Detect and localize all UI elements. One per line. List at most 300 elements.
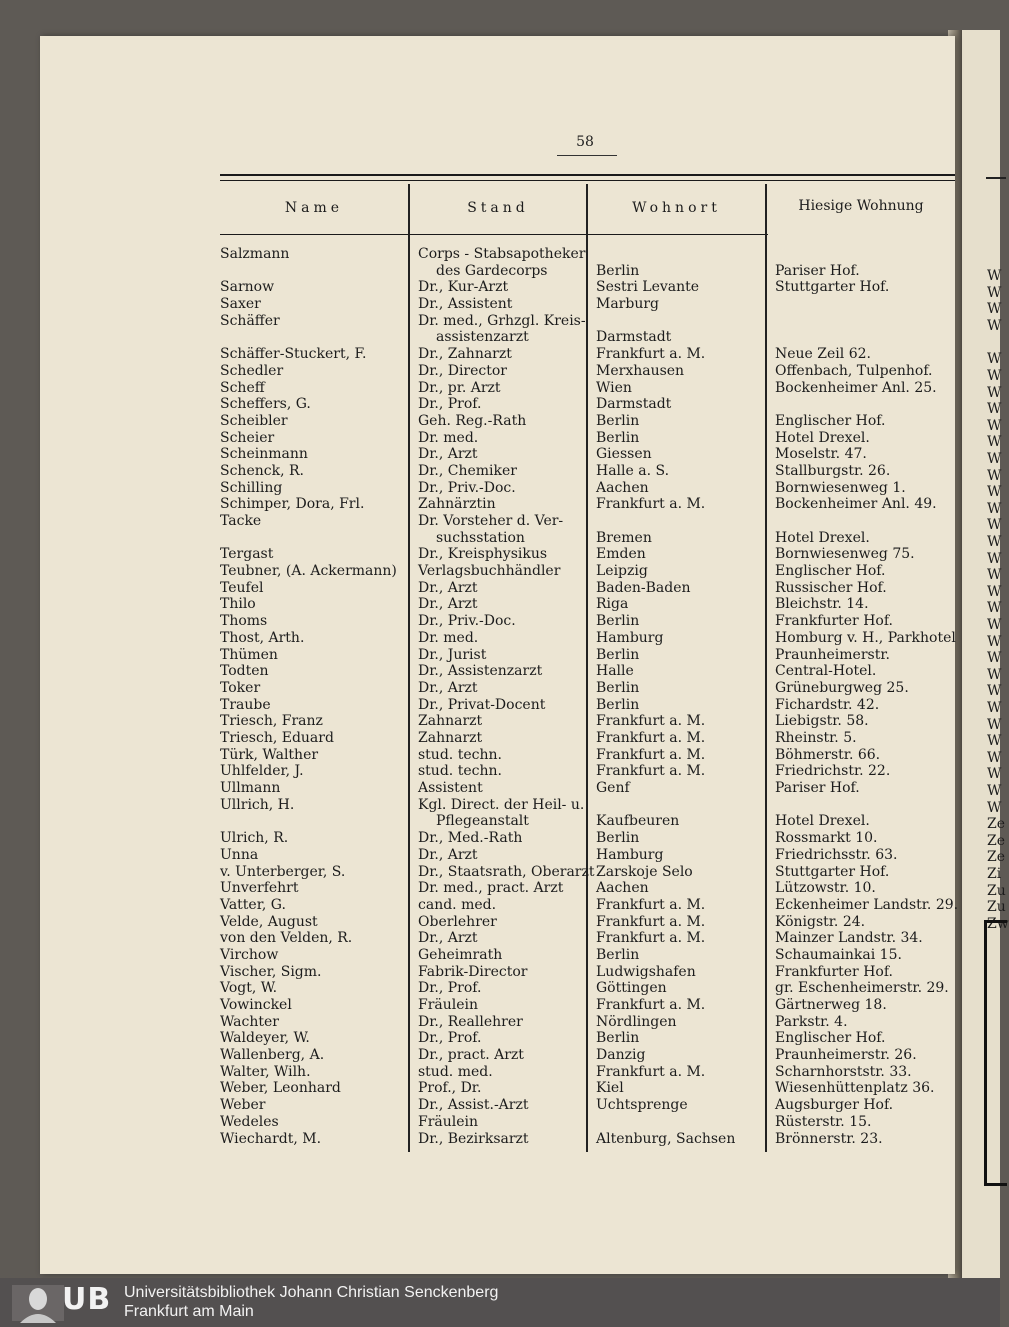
table-row <box>40 430 955 447</box>
table-row <box>40 1014 955 1031</box>
stand-line: Fabrik-Director <box>418 963 528 980</box>
member-wohnung: Scharnhorststr. 33. <box>775 1063 912 1080</box>
facing-page-fragment: W <box>987 650 1002 667</box>
member-wohnort: Marburg <box>596 296 660 313</box>
stand-line: Dr., Prof. <box>418 980 482 997</box>
table-row <box>40 847 955 864</box>
member-wohnung: Neue Zeil 62. <box>775 346 871 363</box>
facing-page-fragment: W <box>987 600 1002 617</box>
table-row <box>40 763 955 780</box>
table-row <box>40 380 955 397</box>
member-stand <box>418 279 508 296</box>
member-wohnung: Hotel Drexel. <box>775 813 870 830</box>
table-row <box>40 1080 955 1097</box>
member-wohnort: Halle <box>596 663 634 680</box>
facing-page-fragment: W <box>987 417 1002 434</box>
facing-page-fragment: Ze <box>987 849 1006 866</box>
library-name[interactable]: Universitätsbibliothek Johann Christian Senckenberg <box>124 1284 499 1301</box>
member-wohnort: Danzig <box>596 1047 646 1064</box>
member-stand <box>418 1014 523 1031</box>
stand-line: Dr., Arzt <box>418 930 478 947</box>
facing-page-fragment: W <box>987 434 1002 451</box>
table-row <box>40 346 955 363</box>
table-row <box>40 930 955 947</box>
facing-page-fragment: W <box>987 799 1002 816</box>
facing-page-fragment: W <box>987 517 1002 534</box>
stand-line: cand. med. <box>418 896 497 913</box>
facing-page-fragment: W <box>987 733 1002 750</box>
member-wohnung: Königstr. 24. <box>775 913 866 930</box>
member-wohnung: Stuttgarter Hof. <box>775 279 890 296</box>
table-row <box>40 1047 955 1064</box>
stand-line: Dr., Staatsrath, Oberarzt <box>418 863 595 880</box>
member-wohnung: Moselstr. 47. <box>775 446 867 463</box>
member-name: Vowinckel <box>220 997 292 1013</box>
member-stand <box>418 513 563 546</box>
stand-line: Dr., Arzt <box>418 596 478 613</box>
member-wohnort: Genf <box>596 780 630 797</box>
member-wohnung: gr. Eschenheimerstr. 29. <box>775 980 949 997</box>
table-row <box>40 396 955 413</box>
stand-line: Verlagsbuchhändler <box>418 563 561 580</box>
member-wohnung: Englischer Hof. <box>775 412 886 429</box>
facing-page-fragment: W <box>987 666 1002 683</box>
member-wohnung: Bornwiesenweg 75. <box>775 546 915 563</box>
member-name: Teubner, (A. Ackermann) <box>220 563 397 580</box>
stand-line: assistenzarzt <box>436 329 529 346</box>
member-stand <box>418 480 516 497</box>
member-name: Weber, Leonhard <box>220 1080 341 1097</box>
facing-page-fragment: W <box>987 284 1002 301</box>
member-stand <box>418 380 501 397</box>
stand-line: Dr., pr. Arzt <box>418 379 501 396</box>
member-stand <box>418 630 478 647</box>
table-row <box>40 279 955 296</box>
member-name: Teufel <box>220 579 264 596</box>
member-name: Traube <box>220 696 271 713</box>
member-name: Wallenberg, A. <box>220 1047 325 1064</box>
facing-page-fragment: W <box>987 351 1002 368</box>
table-row <box>40 630 955 647</box>
member-stand <box>418 563 560 580</box>
member-wohnung: Grüneburgweg 25. <box>775 679 909 696</box>
facing-page-fragment: W <box>987 401 1002 418</box>
table-row <box>40 896 959 914</box>
stand-line: Dr., Arzt <box>418 846 478 863</box>
member-wohnung: Stuttgarter Hof. <box>775 863 890 880</box>
table-top-rule-thin <box>220 180 955 181</box>
member-stand <box>418 930 478 947</box>
member-name: Vatter, G. <box>220 896 286 913</box>
table-row <box>40 496 955 513</box>
member-name: Tergast <box>220 546 274 563</box>
member-name: Schilling <box>220 479 283 496</box>
member-wohnort: Frankfurt a. M. <box>596 930 706 947</box>
stand-line: Dr., Assistenzarzt <box>418 663 543 680</box>
member-wohnung: Hotel Drexel. <box>775 429 870 446</box>
member-name: Triesch, Eduard <box>220 729 334 746</box>
member-stand <box>418 663 542 680</box>
stand-line: Geheimrath <box>418 946 503 963</box>
member-stand <box>418 763 502 780</box>
table-row <box>40 880 955 897</box>
member-name: Triesch, Franz <box>220 713 323 730</box>
stand-line: Dr. med. <box>418 629 479 646</box>
member-wohnort: Ludwigshafen <box>596 963 696 980</box>
member-stand <box>418 463 517 480</box>
stand-line: Dr., Arzt <box>418 579 478 596</box>
member-wohnung: Pariser Hof. <box>775 262 860 279</box>
stand-line: Dr., Privat-Docent <box>418 696 546 713</box>
stand-line: Dr., Director <box>418 362 507 379</box>
member-wohnort: Berlin <box>596 613 640 630</box>
member-name: Schedler <box>220 362 284 379</box>
table-row <box>40 480 955 497</box>
table-row <box>40 1114 955 1131</box>
member-wohnung: Homburg v. H., Parkhotel <box>775 629 956 646</box>
member-stand <box>418 596 478 613</box>
facing-page-fragment: Ze <box>987 832 1006 849</box>
stand-line: Dr., Priv.-Doc. <box>418 479 516 496</box>
member-name: Virchow <box>220 946 279 963</box>
facing-page-fragment: W <box>987 583 1002 600</box>
facing-page-fragment: Zw <box>987 915 1009 932</box>
stand-line: Dr., Assistent <box>418 296 513 313</box>
document-page <box>40 36 959 1274</box>
member-stand <box>418 1064 493 1081</box>
member-wohnung: Pariser Hof. <box>775 780 860 797</box>
facing-page-edge <box>962 30 1009 1280</box>
member-wohnort: Bremen <box>596 529 652 546</box>
member-stand <box>418 613 516 630</box>
member-name: Vischer, Sigm. <box>220 963 322 980</box>
header-bottom-rule <box>220 234 768 235</box>
member-wohnort: Frankfurt a. M. <box>596 746 706 763</box>
stand-line: Kgl. Direct. der Heil- u. <box>418 796 585 813</box>
member-wohnort: Berlin <box>596 679 640 696</box>
member-wohnort: Riga <box>596 596 629 613</box>
facing-page-fragment: W <box>987 633 1002 650</box>
stand-line: Dr. med. <box>418 429 479 446</box>
table-row <box>40 713 955 730</box>
member-stand <box>418 864 595 881</box>
facing-page-fragment: W <box>987 301 1002 318</box>
member-wohnung: Parkstr. 4. <box>775 1013 848 1030</box>
member-name: Wachter <box>220 1013 279 1030</box>
member-name: Walter, Wilh. <box>220 1063 311 1080</box>
facing-page-fragment: W <box>987 567 1002 584</box>
table-top-rule <box>220 174 955 176</box>
member-wohnort: Hamburg <box>596 629 664 646</box>
member-wohnort: Zarskoje Selo <box>596 863 693 880</box>
member-name: von den Velden, R. <box>220 930 353 947</box>
table-row <box>40 980 955 997</box>
library-footer <box>0 1278 1000 1327</box>
member-name: Ullrich, H. <box>220 796 295 813</box>
member-wohnung: Lützowstr. 10. <box>775 880 876 897</box>
table-row <box>40 1064 955 1081</box>
member-wohnort: Berlin <box>596 262 640 279</box>
member-name: Schäffer-Stuckert, F. <box>220 346 367 363</box>
table-row <box>40 363 955 380</box>
stand-line: Zahnarzt <box>418 713 483 730</box>
member-stand <box>418 847 478 864</box>
table-row <box>40 513 955 546</box>
facing-page-fragment: Zu <box>987 899 1006 916</box>
table-row <box>40 947 955 964</box>
member-wohnort: Merxhausen <box>596 362 685 379</box>
member-wohnort: Berlin <box>596 646 640 663</box>
member-stand <box>418 546 547 563</box>
stand-line: Dr., Arzt <box>418 446 478 463</box>
table-row <box>40 463 955 480</box>
member-wohnort: Darmstadt <box>596 329 672 346</box>
member-name: Thoms <box>220 613 268 630</box>
facing-page-fragment: Zi <box>987 866 1002 882</box>
facing-page-fragment: W <box>987 534 1002 550</box>
member-stand <box>418 730 482 747</box>
facing-page-fragment: W <box>987 550 1002 567</box>
member-wohnort: Emden <box>596 546 646 563</box>
member-stand <box>418 747 502 764</box>
member-wohnort: Nördlingen <box>596 1013 677 1030</box>
page-number: 58 <box>576 134 594 150</box>
facing-page-fragment: W <box>987 783 1002 799</box>
table-row <box>40 313 955 346</box>
stand-line: Dr., Med.-Rath <box>418 830 523 847</box>
member-wohnung: Eckenheimer Landstr. 29. <box>775 896 959 913</box>
member-wohnung: Bockenheimer Anl. 25. <box>775 379 937 396</box>
facing-page-fragment: W <box>987 617 1002 633</box>
stand-line: Dr., Bezirksarzt <box>418 1130 529 1147</box>
member-stand <box>418 880 563 897</box>
member-name: Schimper, Dora, Frl. <box>220 496 365 513</box>
facing-page-fragment: W <box>987 384 1002 401</box>
member-wohnung: Augsburger Hof. <box>775 1097 894 1114</box>
stand-line: Oberlehrer <box>418 913 497 930</box>
member-stand <box>418 430 478 447</box>
facing-page-fragment: W <box>987 484 1002 501</box>
ub-logo-text: UB <box>62 1282 112 1317</box>
member-wohnung: Schaumainkai 15. <box>775 946 902 963</box>
facing-page-fragment: W <box>987 268 1002 284</box>
member-stand <box>418 580 478 597</box>
member-wohnung: Fichardstr. 42. <box>775 696 880 713</box>
member-wohnung: Bornwiesenweg 1. <box>775 479 906 496</box>
table-row <box>40 647 955 664</box>
member-stand <box>418 947 502 964</box>
member-name: Scheff <box>220 379 265 396</box>
stand-line: stud. techn. <box>418 763 502 780</box>
member-wohnung: Stallburgstr. 26. <box>775 462 891 479</box>
table-row <box>40 1030 955 1047</box>
member-wohnort: Berlin <box>596 830 640 847</box>
table-row <box>40 964 955 981</box>
facing-page-fragment: W <box>987 683 1002 700</box>
header-wohnort: Wohnort <box>632 200 721 216</box>
member-wohnung: Englischer Hof. <box>775 1030 886 1047</box>
stand-line: Dr., Zahnarzt <box>418 346 512 363</box>
member-wohnort: Sestri Levante <box>596 279 700 296</box>
facing-page-fragment: W <box>987 716 1002 733</box>
member-wohnung: Bleichstr. 14. <box>775 596 869 613</box>
member-name: Toker <box>220 679 261 696</box>
member-stand <box>418 1097 528 1114</box>
member-name: Thümen <box>220 646 278 663</box>
member-wohnung: Rossmarkt 10. <box>775 830 878 847</box>
library-city: Frankfurt am Main <box>124 1303 254 1320</box>
member-wohnung: Frankfurter Hof. <box>775 963 893 980</box>
table-row <box>40 730 955 747</box>
member-wohnort: Frankfurt a. M. <box>596 729 706 746</box>
facing-page-fragment: W <box>987 467 1002 484</box>
stand-line: Dr. med., pract. Arzt <box>418 880 564 897</box>
stand-line: Fräulein <box>418 1113 479 1130</box>
member-wohnort: Darmstadt <box>596 396 672 413</box>
stand-line: Dr., Chemiker <box>418 462 517 479</box>
member-stand <box>418 396 481 413</box>
stand-line: Dr., Prof. <box>418 396 482 413</box>
member-wohnort: Frankfurt a. M. <box>596 913 706 930</box>
member-stand <box>418 346 512 363</box>
member-list <box>40 246 959 1147</box>
table-row <box>40 864 955 881</box>
table-row <box>40 596 955 613</box>
member-wohnort: Giessen <box>596 446 652 463</box>
member-wohnung: Brönnerstr. 23. <box>775 1130 883 1147</box>
header-wohnung: Hiesige Wohnung <box>798 198 924 214</box>
stand-line: Dr., Jurist <box>418 646 487 663</box>
facing-page-fragment: W <box>987 500 1002 517</box>
stand-line: Dr., Priv.-Doc. <box>418 613 516 630</box>
member-wohnort: Frankfurt a. M. <box>596 896 706 913</box>
member-name: Salzmann <box>220 246 290 262</box>
member-stand <box>418 1047 524 1064</box>
member-wohnung: Mainzer Landstr. 34. <box>775 930 923 947</box>
member-wohnort: Berlin <box>596 696 640 713</box>
member-stand <box>418 697 545 714</box>
stand-line: Prof., Dr. <box>418 1080 482 1097</box>
table-row <box>40 296 955 313</box>
member-wohnung: Praunheimerstr. <box>775 646 890 663</box>
stand-line: suchsstation <box>436 529 525 546</box>
member-name: Türk, Walther <box>220 746 319 763</box>
member-wohnung: Offenbach, Tulpenhof. <box>775 362 933 379</box>
member-wohnung: Frankfurter Hof. <box>775 613 893 630</box>
member-name: Schenck, R. <box>220 462 304 479</box>
stand-line: Pflegeanstalt <box>436 813 529 830</box>
member-stand <box>418 830 522 847</box>
member-wohnort: Wien <box>596 379 632 396</box>
table-row <box>40 1131 955 1148</box>
member-name: Ullmann <box>220 780 281 797</box>
stand-line: Zahnärztin <box>418 496 496 513</box>
member-wohnort: Kaufbeuren <box>596 813 680 830</box>
member-stand <box>418 413 526 430</box>
table-row <box>40 914 955 931</box>
stand-line: Corps - Stabsapotheker <box>418 246 586 262</box>
member-name: Tacke <box>220 513 262 530</box>
member-wohnort: Aachen <box>596 880 649 897</box>
table-row <box>40 830 955 847</box>
member-stand <box>418 496 496 513</box>
member-wohnort: Altenburg, Sachsen <box>596 1130 736 1147</box>
member-wohnort: Halle a. S. <box>596 462 670 479</box>
member-stand <box>418 680 478 697</box>
member-wohnort: Göttingen <box>596 980 667 997</box>
member-wohnort: Kiel <box>596 1080 624 1097</box>
member-name: Scheibler <box>220 412 288 429</box>
member-stand <box>418 780 483 797</box>
member-stand <box>418 1030 481 1047</box>
facing-page-fragment: W <box>987 766 1002 783</box>
member-name: Sarnow <box>220 279 275 296</box>
member-stand <box>418 980 481 997</box>
member-name: Thost, Arth. <box>220 629 305 646</box>
member-stand <box>418 914 497 931</box>
member-name: Saxer <box>220 296 261 313</box>
member-stand <box>418 246 585 279</box>
member-wohnung: Rüsterstr. 15. <box>775 1113 872 1130</box>
stand-line: Dr., Reallehrer <box>418 1013 523 1030</box>
member-wohnung: Bockenheimer Anl. 49. <box>775 496 937 513</box>
member-name: Wiechardt, M. <box>220 1130 322 1147</box>
stand-line: stud. med. <box>418 1063 493 1080</box>
member-wohnort: Hamburg <box>596 846 664 863</box>
member-wohnort: Baden-Baden <box>596 579 691 596</box>
member-stand <box>418 363 507 380</box>
table-row <box>40 680 955 697</box>
member-wohnort: Berlin <box>596 946 640 963</box>
member-wohnort: Leipzig <box>596 563 648 580</box>
member-name: Thilo <box>220 596 256 613</box>
member-name: Uhlfelder, J. <box>220 763 304 780</box>
member-name: Waldeyer, W. <box>220 1030 310 1047</box>
stand-line: Geh. Reg.-Rath <box>418 412 527 429</box>
member-stand <box>418 897 496 914</box>
member-wohnung: Wiesenhüttenplatz 36. <box>775 1080 935 1097</box>
header-stand: Stand <box>467 200 529 216</box>
table-row <box>40 546 955 563</box>
table-row <box>40 1097 955 1114</box>
member-name: Scheier <box>220 429 275 446</box>
member-name: Scheffers, G. <box>220 396 311 413</box>
page-number-underline <box>557 155 617 156</box>
member-name: Wedeles <box>220 1113 279 1130</box>
member-stand <box>418 1114 478 1131</box>
member-stand <box>418 313 586 346</box>
member-stand <box>418 713 482 730</box>
stand-line: Dr., Prof. <box>418 1030 482 1047</box>
table-row <box>40 563 955 580</box>
member-wohnung: Friedrichstr. 22. <box>775 763 891 780</box>
member-name: Ulrich, R. <box>220 830 289 847</box>
table-row <box>40 446 955 463</box>
member-wohnung: Central-Hotel. <box>775 663 877 680</box>
member-name: Vogt, W. <box>220 980 278 997</box>
stand-line: stud. techn. <box>418 746 502 763</box>
member-name: Velde, August <box>220 913 318 930</box>
member-wohnung: Praunheimerstr. 26. <box>775 1047 917 1064</box>
facing-page-rule <box>986 177 1006 179</box>
table-row <box>40 780 955 797</box>
facing-page-box <box>984 920 1007 1186</box>
member-wohnort: Frankfurt a. M. <box>596 346 706 363</box>
member-wohnung: Hotel Drexel. <box>775 529 870 546</box>
table-row <box>40 580 955 597</box>
stand-line: Dr., Assist.-Arzt <box>418 1097 529 1114</box>
header-name: Name <box>284 200 344 216</box>
